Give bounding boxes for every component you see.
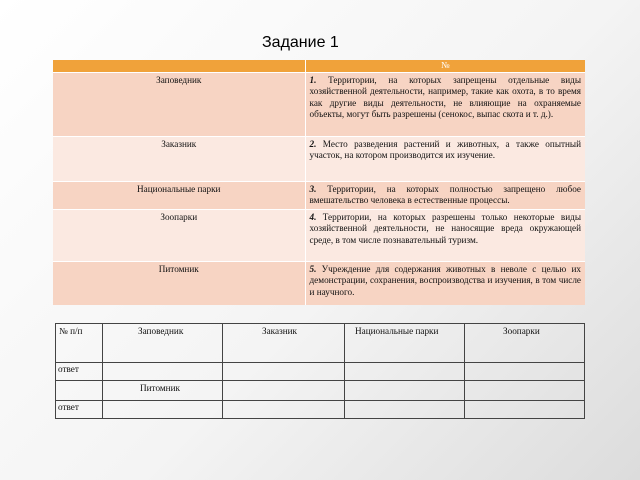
- definition-text: Учреждение для содержания животных в неволе с целью их демонстрации, сохранения, воспроизводства и изучения, в том числе и научного.: [309, 263, 581, 297]
- header-left-cell: [53, 60, 305, 73]
- definition-cell: [305, 182, 585, 210]
- definition-cell: [305, 137, 585, 182]
- definitions-header-row: [53, 60, 585, 73]
- definition-row: [53, 209, 585, 261]
- answer-header-label: № п/п: [59, 326, 83, 336]
- definition-number: 3.: [309, 184, 317, 194]
- definition-row: [53, 182, 585, 210]
- grid-line: [55, 323, 56, 419]
- answer-column-header: Питомник: [140, 383, 180, 393]
- definition-cell: [305, 73, 585, 137]
- answer-row-label: ответ: [58, 364, 79, 374]
- definition-number: 4.: [309, 211, 317, 222]
- definition-cell: [305, 209, 585, 261]
- task-title: Задание 1: [262, 34, 339, 51]
- grid-line: [55, 323, 585, 324]
- grid-line: [464, 323, 465, 419]
- answer-column-header: Заповедник: [138, 326, 184, 336]
- term-cell: Заказник: [53, 137, 305, 182]
- grid-line: [55, 418, 585, 419]
- grid-line: [55, 400, 585, 401]
- term-cell: Зоопарки: [53, 209, 305, 261]
- answer-row-label: ответ: [58, 402, 79, 412]
- grid-line: [584, 323, 585, 419]
- term-cell: Национальные парки: [53, 182, 305, 210]
- answer-column-header: Национальные парки: [355, 326, 439, 336]
- definition-row: [53, 261, 585, 305]
- grid-line: [55, 380, 585, 381]
- definition-text: Территории, на которых запрещены отдельные виды хозяйственной деятельности, например, такие как охота, в то время как другие виды деятельности, не влияющие на охраняемые объекты, могут быть разрешены (сенокос, выпас скота и т. д.).: [309, 75, 582, 120]
- grid-line: [222, 323, 223, 419]
- header-number-cell: №: [305, 60, 585, 73]
- definition-cell: [305, 261, 585, 305]
- definition-number: 1.: [309, 75, 317, 85]
- term-cell: Питомник: [53, 261, 305, 305]
- grid-line: [102, 323, 103, 419]
- grid-line: [344, 323, 345, 419]
- answer-table: [55, 323, 585, 419]
- definition-number: 2.: [309, 139, 317, 149]
- definition-row: [53, 137, 585, 182]
- definition-row: [53, 73, 585, 137]
- definition-text: Территории, на которых полностью запрещено любое вмешательство человека в естественные процессы.: [309, 184, 581, 206]
- term-cell: Заповедник: [53, 73, 305, 137]
- definition-text: Место разведения растений и животных, а также опытный участок, на котором производится их изучение.: [309, 139, 582, 161]
- grid-line: [55, 362, 585, 363]
- answer-column-header: Зоопарки: [503, 326, 540, 336]
- definition-number: 5.: [309, 263, 317, 274]
- definitions-table: [53, 60, 585, 305]
- definition-text: Территории, на которых разрешены только некоторые виды хозяйственной деятельности, не наносящие вреда окружающей среде, в том числе познавательный туризм.: [309, 211, 582, 245]
- answer-column-header: Заказник: [262, 326, 298, 336]
